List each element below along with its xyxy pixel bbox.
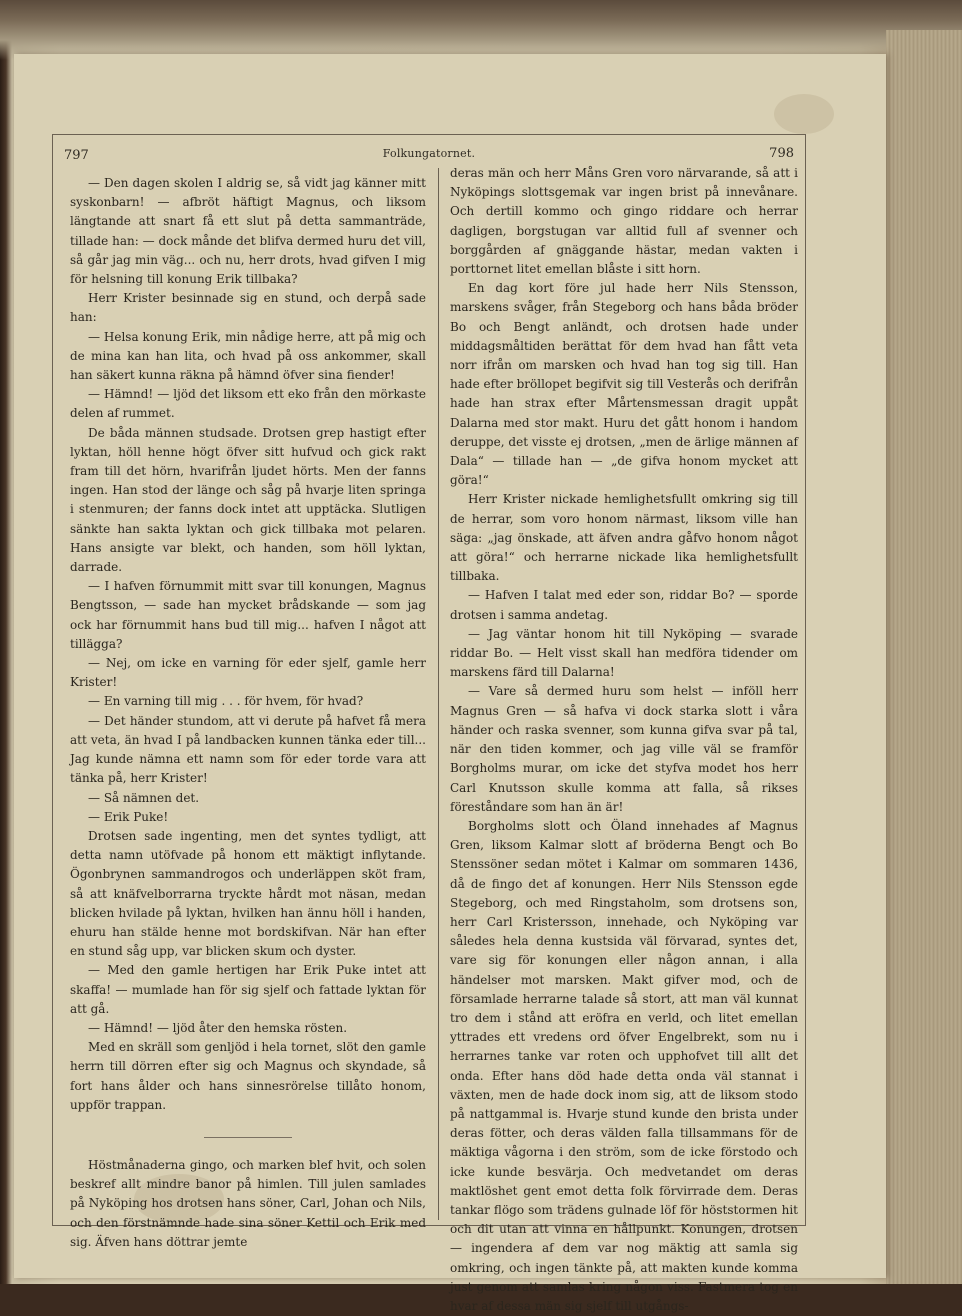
paragraph: — Hafven I talat med eder son, riddar Bo? — sporde drotsen i samma andetag. xyxy=(450,588,798,622)
page-number-left: 797 xyxy=(64,148,89,163)
paragraph: Borgholms slott och Öland innehades af Magnus Gren, liksom Kalmar slott af bröderna Bengt och Bo Stenssöner sedan mötet i Kalmar om sommaren 1436, då de fingo det af konungen. Herr Nils Stensson egde Stegeborg, och med Ringstaholm, som drotsens son, herr Carl Kristersson, innehade, och Nyköping var således hela denna kustsida väl förvarad, syntes det, vare sig för konungen eller någon annan, i alla händelser mot marsken. Makt gifver mod, och de församlade herrarne talade så stort, att man väl kunnat tro dem i stånd att eröfra en verld, och litet emellan yttrades ett vredens ord öfver Engelbrekt, som nu i herrarnes tanke var roten och upphofvet till allt det onda. Efter hans död hade detta onda väl stannat i växten, men de hade dock inom sig, att de liksom stodo på nattgammal is. Hvarje stund kunde den brista under deras fötter, och deras välden falla tillsammans för de mäktiga vågorna i den ström, som de icke förstodo och icke kunde besvärja. Och medvetandet om deras maktlöshet gent emot detta folk förvirrade dem. Deras tankar flögo som trädens gulnade löf för höststormen hit och dit utan att vinna en hållpunkt. Konungen, drotsen — ingendera af dem var nog mäktig att samla sig omkring, och ingen tänkte på, att makten kunde komma just genom att samlas kring någon viss. Fastmera tog en hvar af dessa män sig sjelf till utgångs- xyxy=(450,818,798,1313)
paragraph: En dag kort före jul hade herr Nils Stensson, marskens svåger, från Stegeborg och hans båda bröder Bo och Bengt anländt, och drotsen hade under middagsmåltiden berättat för dem hvad han fått veta norr ifrån om marsken och hvad han tog sig till. Han hade efter bröllopet begifvit sig till Vesterås och derifrån hade han strax efter Mårtensmessan dragit uppåt Dalarna med stor makt. Huru det gått honom i handom deruppe, det visste ej drotsen, „men de ärlige männen af Dala“ — tillade han — „de gifva honom mycket att göra!“ xyxy=(450,281,798,488)
page-edges xyxy=(886,30,962,1284)
right-column xyxy=(450,164,798,1316)
paragraph: De båda männen studsade. Drotsen grep hastigt efter lyktan, höll henne högt öfver sitt hufvud och gick rakt fram till det hörn, hvarifrån ljudet hörts. Men der fanns ingen. Han stod der länge och såg på hvarje liten springa i stenmuren; der fanns dock intet att upptäcka. Slutligen sänkte han sakta lyktan och gick tillbaka mot pelaren. Hans ansigte var blekt, och handen, som höll lyktan, darrade. xyxy=(70,425,426,575)
column-divider xyxy=(438,168,439,1220)
paragraph: — Jag väntar honom hit till Nyköping — svarade riddar Bo. — Helt visst skall han medföra tidender om marskens färd till Dalarna! xyxy=(450,626,798,680)
paragraph: Höstmånaderna gingo, och marken blef hvit, och solen beskref allt mindre banor på himlen. Till julen samlades på Nyköping hos drotsen hans söner, Carl, Johan och Nils, och den förstnämnde hade sina söner Kettil och Erik med sig. Äfven hans döttrar jemte xyxy=(70,1157,426,1249)
paragraph: — I hafven förnummit mitt svar till konungen, Magnus Bengtsson, — sade han mycket brådskande — som jag ock har förnummit hans bud till mig... hafven I något att tillägga? xyxy=(70,579,426,651)
page-header xyxy=(64,146,794,164)
paragraph: — Helsa konung Erik, min nådige herre, att på mig och de mina kan han lita, och hvad på oss ankommer, skall han säkert kunna räkna på hämnd öfver sina fiender! xyxy=(70,329,426,383)
paper-stain xyxy=(774,94,834,134)
paragraph: deras män och herr Måns Gren voro närvarande, så att i Nyköpings slottsgemak var ingen brist på innevånare. Och dertill kommo och gingo riddare och herrar dagligen, borgstugan var alltid full af svenner och borggården af gnäggande hästar, medan vakten i porttornet litet emellan blåste i sitt horn. xyxy=(450,166,798,277)
left-column xyxy=(70,174,426,1252)
paragraph: — Vare så dermed huru som helst — inföll herr Magnus Gren — så hafva vi dock starka slott i våra händer och raska svenner, som kunna gifva svar på tal, när den tiden kommer, och jag ville väl se framför Borgholms murar, om icke det styfva modet hos herr Carl Knutsson skulle komma att falla, så rikses föreståndare som han än är! xyxy=(450,684,798,814)
paragraph: — Det händer stundom, att vi derute på hafvet få mera att veta, än hvad I på landbacken kunnen tänka eder till... Jag kunde nämna ett namn som för eder torde vara att tänka på, herr Krister! xyxy=(70,713,426,786)
paragraph: — Nej, om icke en varning för eder sjelf, gamle herr Krister! xyxy=(70,656,426,690)
paragraph: — En varning till mig . . . för hvem, för hvad? xyxy=(88,694,364,709)
running-title: Folkungatornet. xyxy=(382,147,476,160)
paragraph: — Erik Puke! xyxy=(88,809,169,824)
paragraph: Herr Krister nickade hemlighetsfullt omkring sig till de herrar, som voro honom närmast, liksom ville han säga: „jag önskade, att äfven andra gåfvo honom något att göra!“ och herrarne nickade lika hemlighetsfullt tillbaka. xyxy=(450,492,798,584)
paragraph: — Hämnd! — ljöd det liksom ett eko från den mörkaste delen af rummet. xyxy=(70,387,426,421)
book-top-edge xyxy=(0,0,962,60)
paragraph: Drotsen sade ingenting, men det syntes tydligt, att detta namn utöfvade på honom ett mäktigt inflytande. Ögonbrynen sammandrogos och underläppen sköt fram, så att knäfvelborrarna tryckte hårdt mot näsan, medan blicken hvilade på lyktan, hvilken han ännu höll i handen, ehuru han stälde henne mot bordskifvan. När han efter en stund såg upp, var blicken skum och dyster. xyxy=(70,828,426,959)
paragraph: Med en skräll som genljöd i hela tornet, slöt den gamle herrn till dörren efter sig och Magnus och skyndade, så fort hans ålder och hans sinnesrörelse tillåto honom, uppför trappan. xyxy=(70,1040,426,1112)
paragraph: — Så nämnen det. xyxy=(88,790,200,805)
paragraph: — Den dagen skolen I aldrig se, så vidt jag känner mitt syskonbarn! — afbröt häftigt Magnus, och liksom längtande att snart få ett slut på detta sammanträde, tillade han: — dock månde det blifva dermed huru det vill, så går jag min väg... och nu, herr drots, hvad gifven I mig för helsning till konung Erik tillbaka? xyxy=(70,176,426,287)
paragraph: — Hämnd! — ljöd åter den hemska rösten. xyxy=(88,1020,348,1035)
paragraph: — Med den gamle hertigen har Erik Puke intet att skaffa! — mumlade han för sig sjelf och fattade lyktan för att gå. xyxy=(70,963,426,1016)
paragraph: Herr Krister besinnade sig en stund, och derpå sade han: xyxy=(70,291,426,325)
page-number-right: 798 xyxy=(769,146,794,161)
section-break-rule xyxy=(204,1137,292,1138)
